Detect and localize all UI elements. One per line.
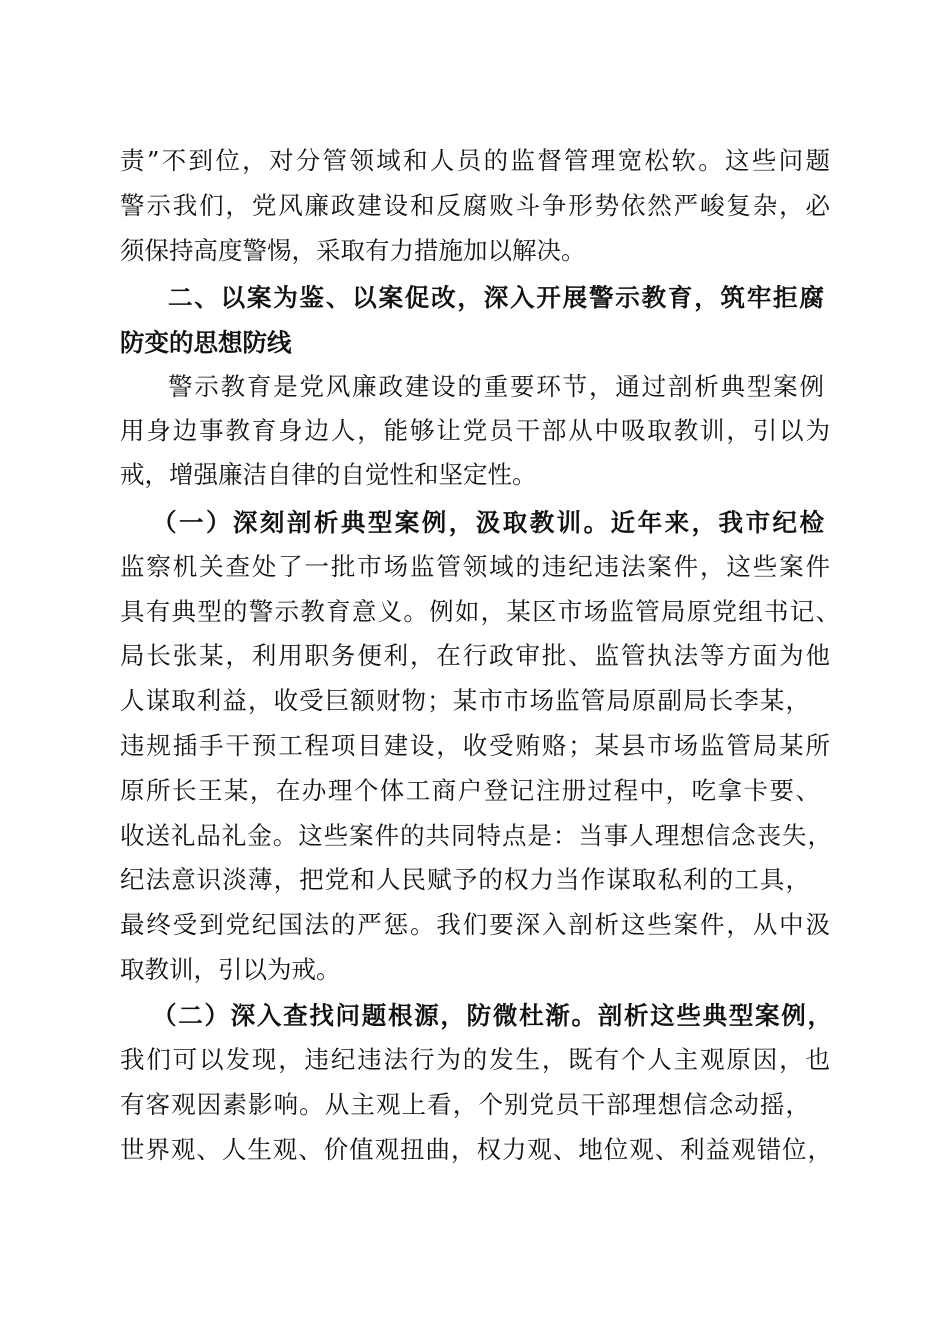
subsection-heading: （一）深刻剖析典型案例，汲取教训。近年来，我市纪检 [152, 508, 824, 537]
subsection-heading: （二）深入查找问题根源，防微杜渐。剖析这些典型案例， [152, 1001, 832, 1030]
body-text-line: 责”不到位，对分管领域和人员的监督管理宽松软。这些问题 [120, 146, 830, 175]
body-text-line: 监察机关查处了一批市场监管领域的违纪违法案件，这些案件 [120, 552, 830, 581]
body-text-line: 警示教育是党风廉政建设的重要环节，通过剖析典型案例 [168, 372, 824, 401]
body-text-line: 收送礼品礼金。这些案件的共同特点是：当事人理想信念丧失， [120, 821, 832, 850]
body-text-line: 人谋取利益，收受巨额财物；某市市场监管局原副局长李某， [120, 686, 810, 715]
section-heading: 二、以案为鉴、以案促改，深入开展警示教育，筑牢拒腐 [168, 283, 824, 312]
body-text-line: 戒，增强廉洁自律的自觉性和坚定性。 [120, 460, 537, 489]
body-text-line: 我们可以发现，违纪违法行为的发生，既有个人主观原因，也 [120, 1045, 830, 1074]
body-text-line: 局长张某，利用职务便利，在行政审批、监管执法等方面为他 [120, 641, 830, 670]
body-text-line: 原所长王某，在办理个体工商户登记注册过程中，吃拿卡要、 [120, 776, 820, 805]
body-text-line: 警示我们，党风廉政建设和反腐败斗争形势依然严峻复杂，必 [120, 191, 830, 220]
body-text-line: 有客观因素影响。从主观上看，个别党员干部理想信念动摇， [120, 1090, 810, 1119]
section-heading: 防变的思想防线 [120, 328, 292, 357]
body-text-line: 违规插手干预工程项目建设，收受贿赂；某县市场监管局某所 [120, 731, 830, 760]
body-text-line: 具有典型的警示教育意义。例如，某区市场监管局原党组书记、 [120, 597, 840, 626]
body-text-line: 纪法意识淡薄，把党和人民赋予的权力当作谋取私利的工具， [120, 865, 810, 894]
body-text-line: 用身边事教育身边人，能够让党员干部从中吸取教训，引以为 [120, 416, 830, 445]
body-text-line: 世界观、人生观、价值观扭曲，权力观、地位观、利益观错位， [120, 1135, 832, 1164]
body-text-line: 须保持高度警惕，采取有力措施加以解决。 [120, 236, 586, 265]
body-text-line: 取教训，引以为戒。 [120, 955, 341, 984]
body-text-line: 最终受到党纪国法的严惩。我们要深入剖析这些案件，从中汲 [120, 910, 830, 939]
